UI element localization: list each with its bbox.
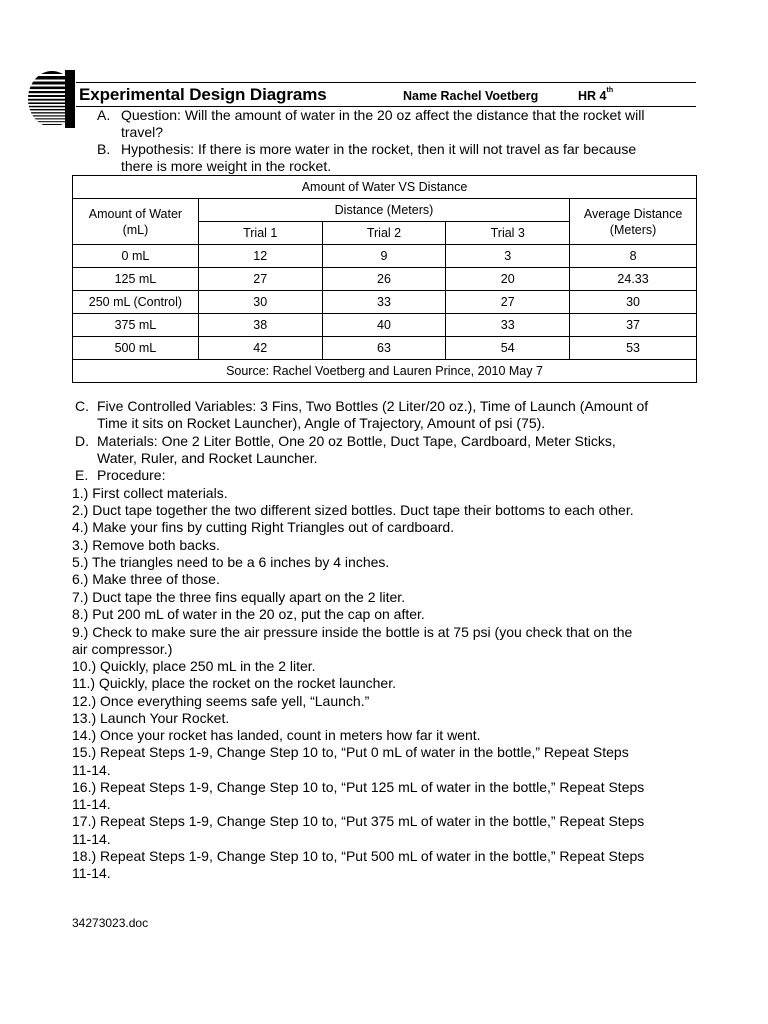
table-row bbox=[73, 291, 697, 314]
controlled-text-line2: Time it sits on Rocket Launcher), Angle of Trajectory, Amount of psi (75). bbox=[97, 415, 546, 431]
hypothesis-text-line2: there is more weight in the rocket. bbox=[121, 158, 332, 174]
procedure-step-continued: 11-14. bbox=[72, 796, 111, 812]
cell-trial-2: 63 bbox=[322, 337, 446, 360]
procedure-letter: E. bbox=[75, 467, 89, 483]
table-header-row bbox=[73, 199, 697, 222]
procedure-step: 15.) Repeat Steps 1-9, Change Step 10 to, “Put 0 mL of water in the bottle,” Repeat Steps bbox=[72, 744, 629, 760]
procedure-step: 10.) Quickly, place 250 mL in the 2 liter. bbox=[72, 658, 316, 674]
cell-average: 24.33 bbox=[570, 268, 697, 291]
controlled-text-line1: Five Controlled Variables: 3 Fins, Two Bottles (2 Liter/20 oz.), Time of Launch (Amount of bbox=[97, 398, 649, 414]
table-source-row bbox=[73, 360, 697, 383]
header-amount-line1: Amount of Water bbox=[88, 206, 183, 221]
procedure-step-continued: 11-14. bbox=[72, 831, 111, 847]
procedure-step-continued: 11-14. bbox=[72, 762, 111, 778]
header-average-line1: Average Distance bbox=[583, 206, 683, 221]
cell-amount: 125 mL bbox=[73, 268, 199, 291]
procedure-step: 8.) Put 200 mL of water in the 20 oz, put the cap on after. bbox=[72, 606, 425, 622]
cell-trial-1: 38 bbox=[198, 314, 322, 337]
question-text-line1: Question: Will the amount of water in the 20 oz affect the distance that the rocket will bbox=[121, 107, 645, 123]
procedure-step: 5.) The triangles need to be a 6 inches by 4 inches. bbox=[72, 554, 390, 570]
materials-text-line2: Water, Ruler, and Rocket Launcher. bbox=[97, 450, 318, 466]
procedure-step-continued: 11-14. bbox=[72, 865, 111, 881]
cell-amount: 250 mL (Control) bbox=[73, 291, 199, 314]
procedure-step: 6.) Make three of those. bbox=[72, 571, 220, 587]
cell-trial-2: 26 bbox=[322, 268, 446, 291]
homeroom-label bbox=[578, 89, 613, 103]
cell-amount: 0 mL bbox=[73, 245, 199, 268]
table-title-row bbox=[73, 176, 697, 199]
header-trial-3: Trial 3 bbox=[446, 222, 570, 245]
cell-trial-1: 12 bbox=[198, 245, 322, 268]
cell-trial-3: 33 bbox=[446, 314, 570, 337]
procedure-step: 4.) Make your fins by cutting Right Triangles out of cardboard. bbox=[72, 519, 455, 535]
student-name: Name Rachel Voetberg bbox=[403, 89, 539, 103]
cell-trial-2: 33 bbox=[322, 291, 446, 314]
procedure-step: 3.) Remove both backs. bbox=[72, 537, 220, 553]
table-source: Source: Rachel Voetberg and Lauren Prince, 2010 May 7 bbox=[73, 360, 697, 383]
procedure-step: 12.) Once everything seems safe yell, “Launch.” bbox=[72, 693, 370, 709]
cell-average: 30 bbox=[570, 291, 697, 314]
procedure-step: 9.) Check to make sure the air pressure inside the bottle is at 75 psi (you check that on the bbox=[72, 624, 633, 640]
header-top-rule bbox=[76, 82, 696, 83]
procedure-step: 17.) Repeat Steps 1-9, Change Step 10 to, “Put 375 mL of water in the bottle,” Repeat Steps bbox=[72, 813, 645, 829]
cell-trial-3: 54 bbox=[446, 337, 570, 360]
question-letter: A. bbox=[97, 107, 111, 123]
header-average-line2: (Meters) bbox=[609, 222, 657, 237]
cell-trial-3: 27 bbox=[446, 291, 570, 314]
hypothesis-text-line1: Hypothesis: If there is more water in the rocket, then it will not travel as far because bbox=[121, 141, 637, 157]
procedure-step: 14.) Once your rocket has landed, count in meters how far it went. bbox=[72, 727, 481, 743]
procedure-step: 2.) Duct tape together the two different sized bottles. Duct tape their bottoms to each other. bbox=[72, 502, 634, 518]
procedure-step: 13.) Launch Your Rocket. bbox=[72, 710, 230, 726]
water-distance-table bbox=[72, 175, 697, 383]
document-filename: 34273023.doc bbox=[72, 916, 149, 930]
cell-trial-2: 9 bbox=[322, 245, 446, 268]
cell-trial-2: 40 bbox=[322, 314, 446, 337]
header-average-distance bbox=[570, 199, 697, 245]
cell-trial-1: 30 bbox=[198, 291, 322, 314]
table-row bbox=[73, 314, 697, 337]
page-title: Experimental Design Diagrams bbox=[79, 85, 327, 104]
table-row bbox=[73, 245, 697, 268]
procedure-step: 1.) First collect materials. bbox=[72, 485, 228, 501]
procedure-label: Procedure: bbox=[97, 467, 166, 483]
hypothesis-letter: B. bbox=[97, 141, 111, 157]
header-amount-of-water bbox=[73, 199, 199, 245]
cell-average: 37 bbox=[570, 314, 697, 337]
cell-average: 8 bbox=[570, 245, 697, 268]
question-text-line2: travel? bbox=[121, 124, 164, 140]
cell-trial-3: 3 bbox=[446, 245, 570, 268]
header-trial-1: Trial 1 bbox=[198, 222, 322, 245]
procedure-step: 16.) Repeat Steps 1-9, Change Step 10 to, “Put 125 mL of water in the bottle,” Repeat Steps bbox=[72, 779, 645, 795]
cell-trial-3: 20 bbox=[446, 268, 570, 291]
homeroom-text: HR 4 bbox=[578, 89, 607, 103]
cell-trial-1: 42 bbox=[198, 337, 322, 360]
table-row bbox=[73, 268, 697, 291]
cell-average: 53 bbox=[570, 337, 697, 360]
materials-text-line1: Materials: One 2 Liter Bottle, One 20 oz Bottle, Duct Tape, Cardboard, Meter Sticks, bbox=[97, 433, 616, 449]
procedure-step: 7.) Duct tape the three fins equally apart on the 2 liter. bbox=[72, 589, 406, 605]
striped-globe-logo-icon bbox=[25, 70, 75, 128]
homeroom-superscript: th bbox=[606, 87, 614, 94]
table-row bbox=[73, 337, 697, 360]
cell-amount: 375 mL bbox=[73, 314, 199, 337]
controlled-letter: C. bbox=[75, 398, 89, 414]
procedure-step-continued: air compressor.) bbox=[72, 641, 173, 657]
header-amount-line2: (mL) bbox=[122, 222, 149, 237]
table-title: Amount of Water VS Distance bbox=[73, 176, 697, 199]
cell-amount: 500 mL bbox=[73, 337, 199, 360]
procedure-step: 18.) Repeat Steps 1-9, Change Step 10 to, “Put 500 mL of water in the bottle,” Repeat Steps bbox=[72, 848, 645, 864]
cell-trial-1: 27 bbox=[198, 268, 322, 291]
header-distance: Distance (Meters) bbox=[198, 199, 569, 222]
procedure-step: 11.) Quickly, place the rocket on the rocket launcher. bbox=[72, 675, 396, 691]
materials-letter: D. bbox=[75, 433, 89, 449]
header-trial-2: Trial 2 bbox=[322, 222, 446, 245]
